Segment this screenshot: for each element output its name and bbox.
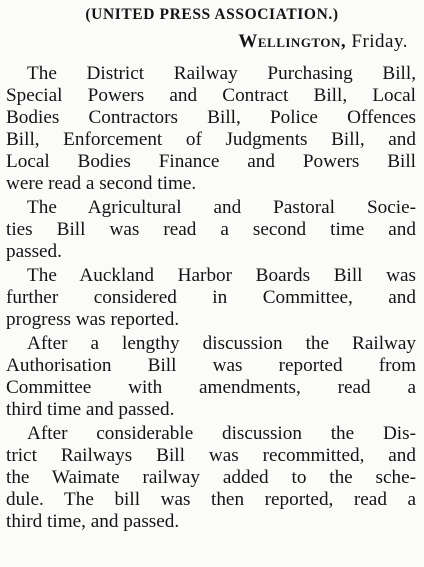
- paragraph-1-line: were read a second time.: [6, 173, 197, 194]
- source-heading: (UNITED PRESS ASSOCIATION.): [85, 6, 339, 23]
- paragraph-5-line: trict Railways Bill was recommitted, and: [6, 445, 416, 466]
- paragraph-2-line: passed.: [6, 241, 62, 262]
- paragraph-4-line: Committee with amendments, read a: [6, 377, 416, 398]
- dateline-day: Friday.: [351, 31, 408, 52]
- dateline: [238, 30, 408, 54]
- paragraph-2-line: ties Bill was read a second time and: [6, 219, 416, 240]
- paragraph-5-line: third time, and passed.: [6, 511, 180, 532]
- paragraph-4-line: Authorisation Bill was reported from: [6, 355, 416, 376]
- paragraph-3-line: further considered in Committee, and: [6, 287, 416, 308]
- paragraph-4-line: third time and passed.: [6, 399, 175, 420]
- paragraph-1-line: Local Bodies Finance and Powers Bill: [6, 151, 416, 172]
- paragraph-1-line: The District Railway Purchasing Bill,: [27, 63, 416, 84]
- paragraph-5-line: After considerable discussion the Dis-: [27, 423, 416, 444]
- paragraph-3-line: The Auckland Harbor Boards Bill was: [27, 265, 416, 286]
- paragraph-4-line: After a lengthy discussion the Railway: [27, 333, 416, 354]
- paragraph-1-line: Bodies Contractors Bill, Police Offences: [6, 107, 416, 128]
- paragraph-5-line: the Waimate railway added to the sche-: [6, 467, 416, 488]
- paragraph-1-line: Special Powers and Contract Bill, Local: [6, 85, 416, 106]
- paragraph-1-line: Bill, Enforcement of Judgments Bill, and: [6, 129, 416, 150]
- dateline-place: Wellington,: [238, 31, 347, 52]
- paragraph-2-line: The Agricultural and Pastoral Socie-: [27, 197, 416, 218]
- paragraph-3-line: progress was reported.: [6, 309, 180, 330]
- paragraph-5-line: dule. The bill was then reported, read a: [6, 489, 416, 510]
